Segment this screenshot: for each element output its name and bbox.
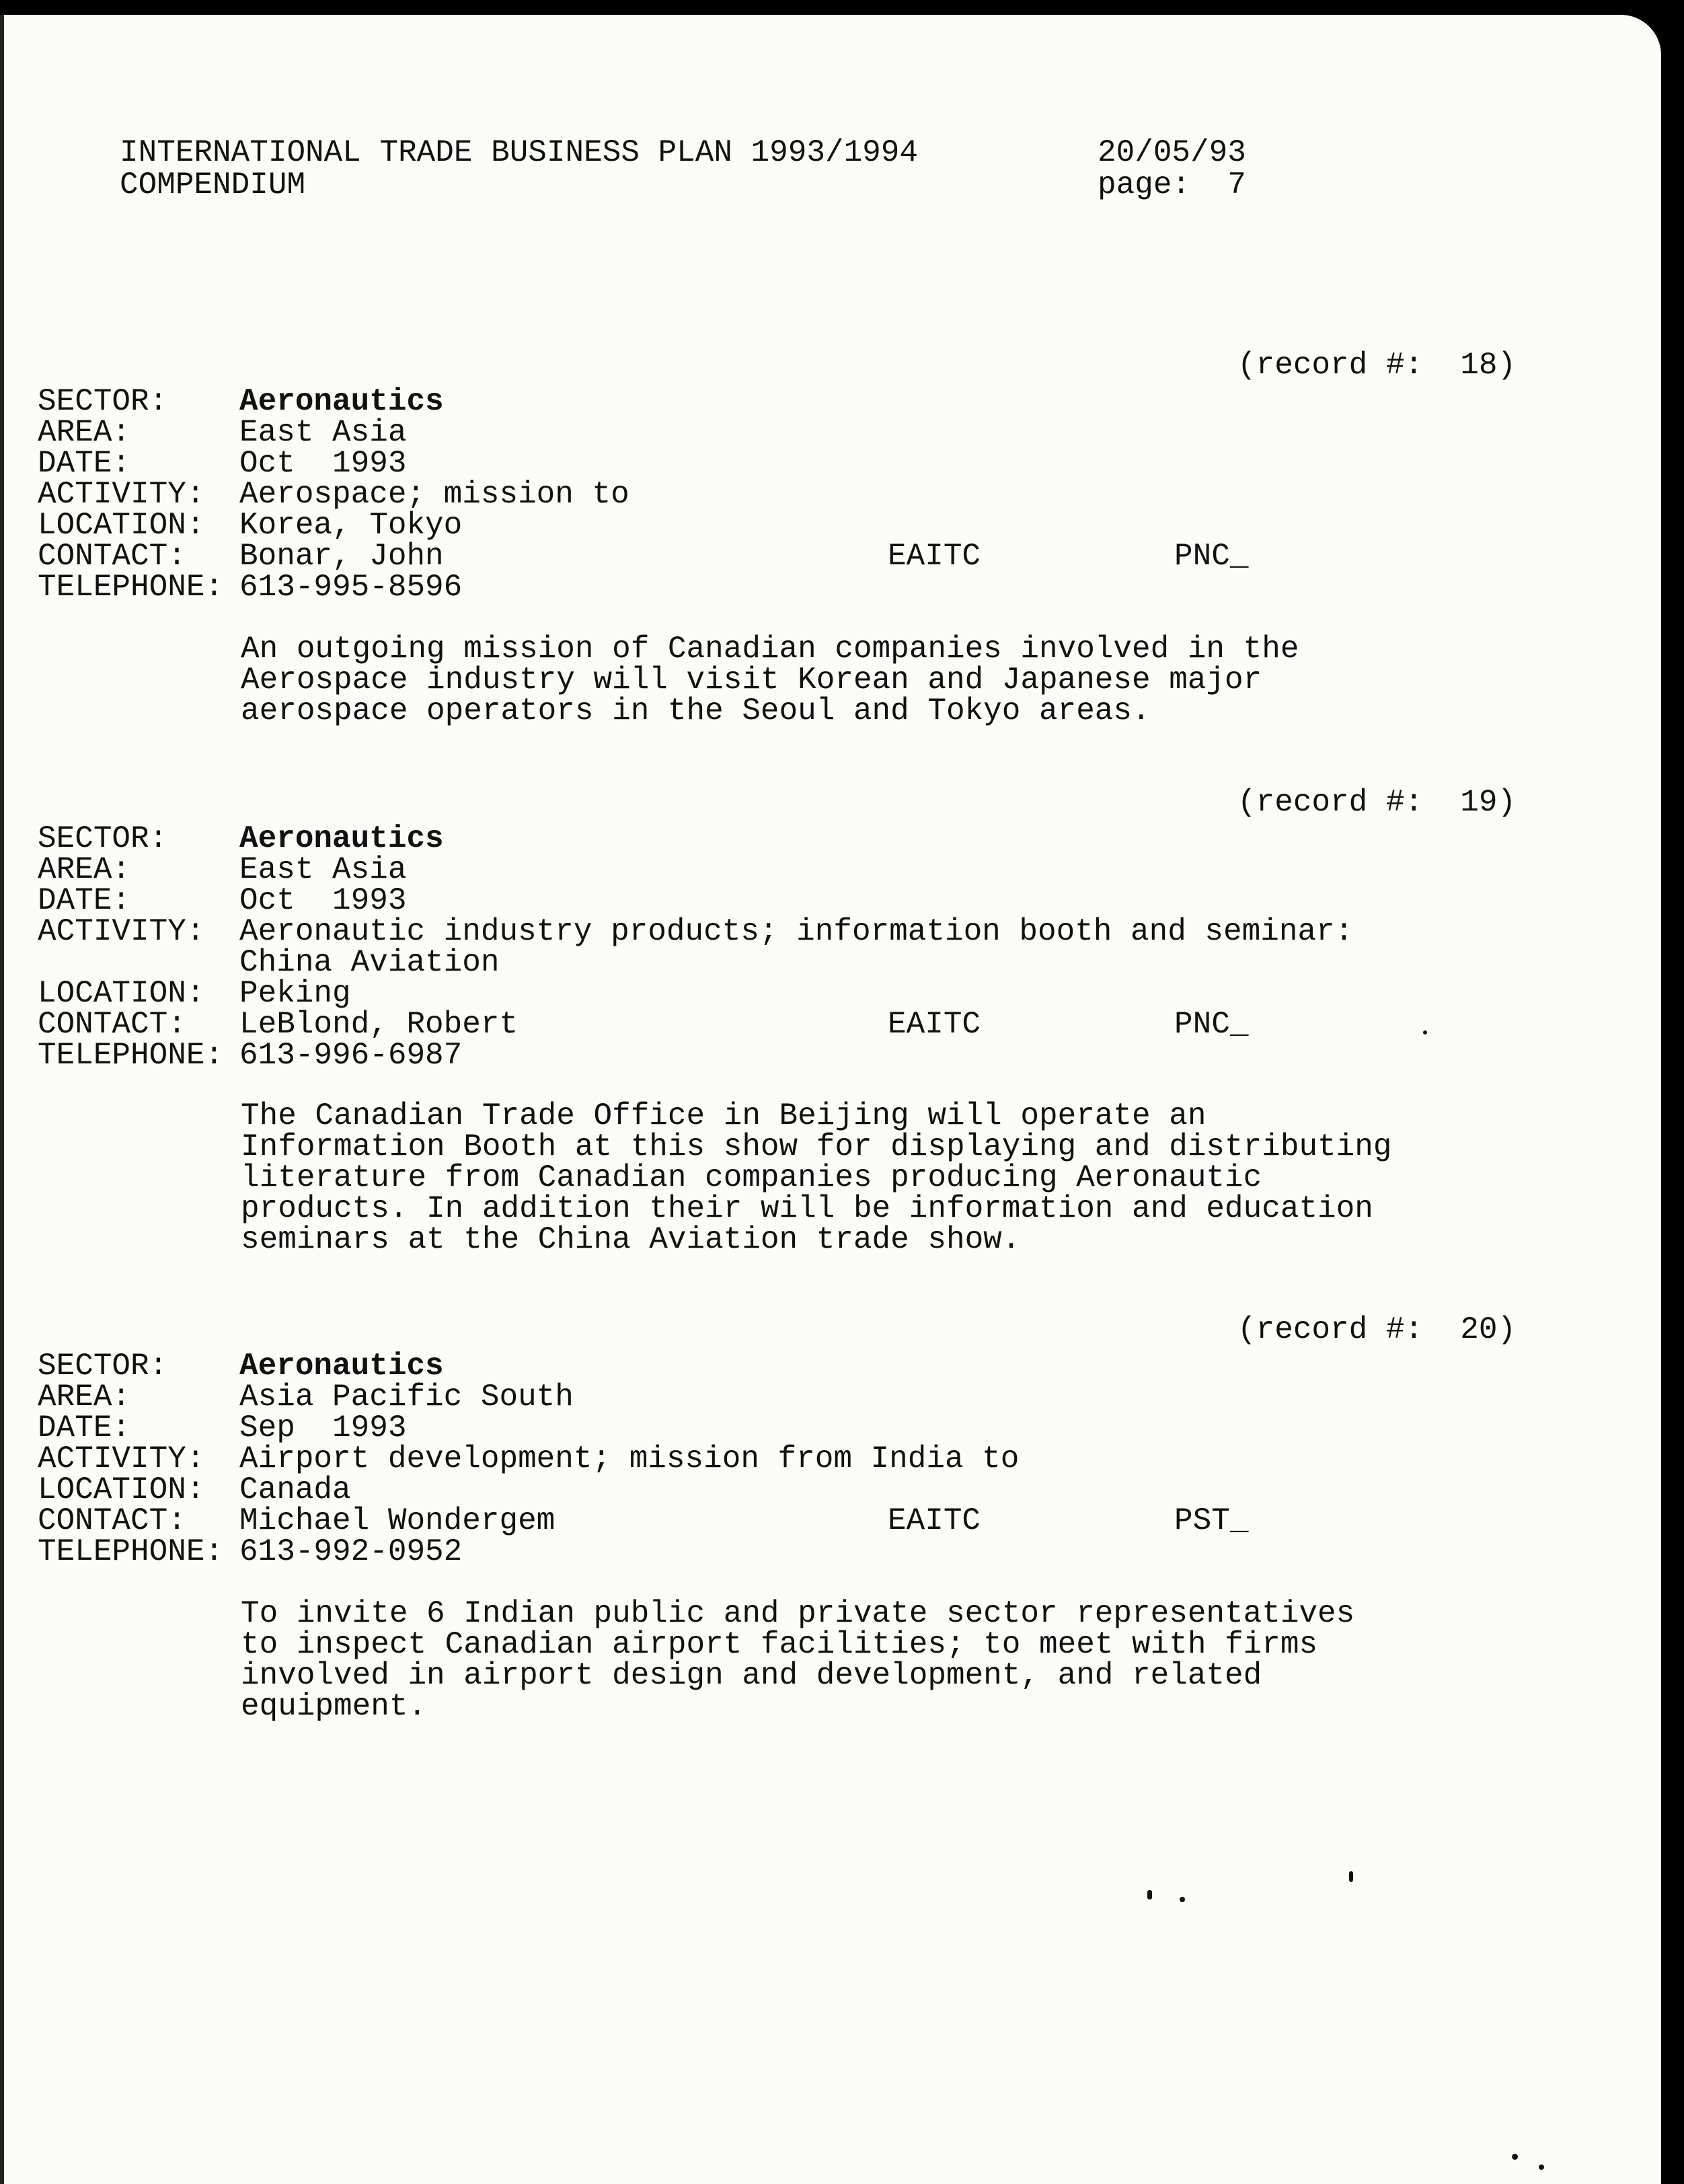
- scan-speck: [1423, 1030, 1427, 1034]
- description-line: seminars at the China Aviation trade show.: [241, 1222, 1021, 1257]
- contact-value: Michael Wondergem: [239, 1503, 556, 1538]
- document-date: 20/05/93: [1098, 135, 1246, 170]
- record-number: (record #: 18): [1237, 348, 1517, 383]
- description-line: To invite 6 Indian public and private sector representatives: [241, 1596, 1355, 1631]
- description-line: The Canadian Trade Office in Beijing will operate an: [241, 1098, 1207, 1133]
- contact-value: Bonar, John: [239, 539, 444, 574]
- activity-value-continued: China Aviation: [239, 945, 500, 980]
- location-label: LOCATION:: [38, 976, 205, 1011]
- document-title: INTERNATIONAL TRADE BUSINESS PLAN 1993/1994: [120, 135, 918, 170]
- description-line: Aerospace industry will visit Korean and Japanese major: [241, 663, 1262, 698]
- contact-label: CONTACT:: [38, 539, 186, 574]
- org-code: EAITC: [888, 539, 981, 574]
- division-code: PNC_: [1174, 539, 1249, 574]
- date-label: DATE:: [38, 883, 131, 918]
- area-label: AREA:: [38, 1380, 131, 1415]
- activity-value: Aerospace; mission to: [239, 477, 629, 512]
- scan-speck: [1539, 2164, 1544, 2170]
- contact-value: LeBlond, Robert: [239, 1007, 519, 1042]
- telephone-label: TELEPHONE:: [38, 1038, 224, 1073]
- org-code: EAITC: [888, 1007, 981, 1042]
- date-label: DATE:: [38, 446, 131, 481]
- description-line: An outgoing mission of Canadian companies involved in the: [241, 632, 1299, 667]
- activity-value: Airport development; mission from India to: [239, 1441, 1020, 1476]
- telephone-value: 613-995-8596: [239, 570, 463, 605]
- description-line: Information Booth at this show for displaying and distributing: [241, 1129, 1392, 1164]
- location-value: Peking: [239, 976, 351, 1011]
- description-line: literature from Canadian companies producing Aeronautic: [241, 1160, 1262, 1195]
- activity-label: ACTIVITY:: [38, 1441, 205, 1476]
- contact-label: CONTACT:: [38, 1503, 186, 1538]
- location-label: LOCATION:: [38, 508, 205, 543]
- description-line: equipment.: [241, 1689, 427, 1724]
- scan-speck: [1349, 1871, 1353, 1882]
- scan-speck: [1147, 1890, 1152, 1899]
- scan-speck: [1512, 2154, 1518, 2160]
- org-code: EAITC: [888, 1503, 981, 1538]
- sector-value: Aeronautics: [239, 1349, 444, 1384]
- description-line: to inspect Canadian airport facilities; to meet with firms: [241, 1627, 1318, 1662]
- location-value: Canada: [239, 1472, 351, 1507]
- activity-value: Aeronautic industry products; information booth and seminar:: [239, 914, 1354, 949]
- activity-label: ACTIVITY:: [38, 477, 205, 512]
- area-value: East Asia: [239, 415, 407, 450]
- document-page: [0, 15, 1661, 2184]
- division-code: PNC_: [1174, 1007, 1249, 1042]
- division-code: PST_: [1174, 1503, 1249, 1538]
- telephone-label: TELEPHONE:: [38, 1534, 224, 1569]
- sector-label: SECTOR:: [38, 821, 168, 856]
- date-value: Sep 1993: [239, 1410, 407, 1445]
- area-value: East Asia: [239, 852, 407, 887]
- description-line: involved in airport design and development, and related: [241, 1658, 1262, 1693]
- activity-label: ACTIVITY:: [38, 914, 205, 949]
- record-number: (record #: 20): [1237, 1312, 1517, 1347]
- area-label: AREA:: [38, 415, 131, 450]
- sector-value: Aeronautics: [239, 384, 444, 419]
- contact-label: CONTACT:: [38, 1007, 186, 1042]
- sector-value: Aeronautics: [239, 821, 444, 856]
- sector-label: SECTOR:: [38, 1349, 168, 1384]
- description-line: products. In addition their will be information and education: [241, 1191, 1373, 1226]
- sector-label: SECTOR:: [38, 384, 168, 419]
- telephone-value: 613-992-0952: [239, 1534, 463, 1569]
- date-value: Oct 1993: [239, 446, 407, 481]
- area-label: AREA:: [38, 852, 131, 887]
- telephone-value: 613-996-6987: [239, 1038, 463, 1073]
- scan-speck: [1180, 1897, 1185, 1902]
- location-label: LOCATION:: [38, 1472, 205, 1507]
- telephone-label: TELEPHONE:: [38, 570, 224, 605]
- record-number: (record #: 19): [1237, 785, 1517, 820]
- location-value: Korea, Tokyo: [239, 508, 463, 543]
- document-subtitle: COMPENDIUM: [120, 167, 306, 202]
- date-label: DATE:: [38, 1410, 131, 1445]
- page-number: page: 7: [1098, 167, 1246, 202]
- description-line: aerospace operators in the Seoul and Tokyo areas.: [241, 693, 1151, 728]
- area-value: Asia Pacific South: [239, 1380, 574, 1415]
- date-value: Oct 1993: [239, 883, 407, 918]
